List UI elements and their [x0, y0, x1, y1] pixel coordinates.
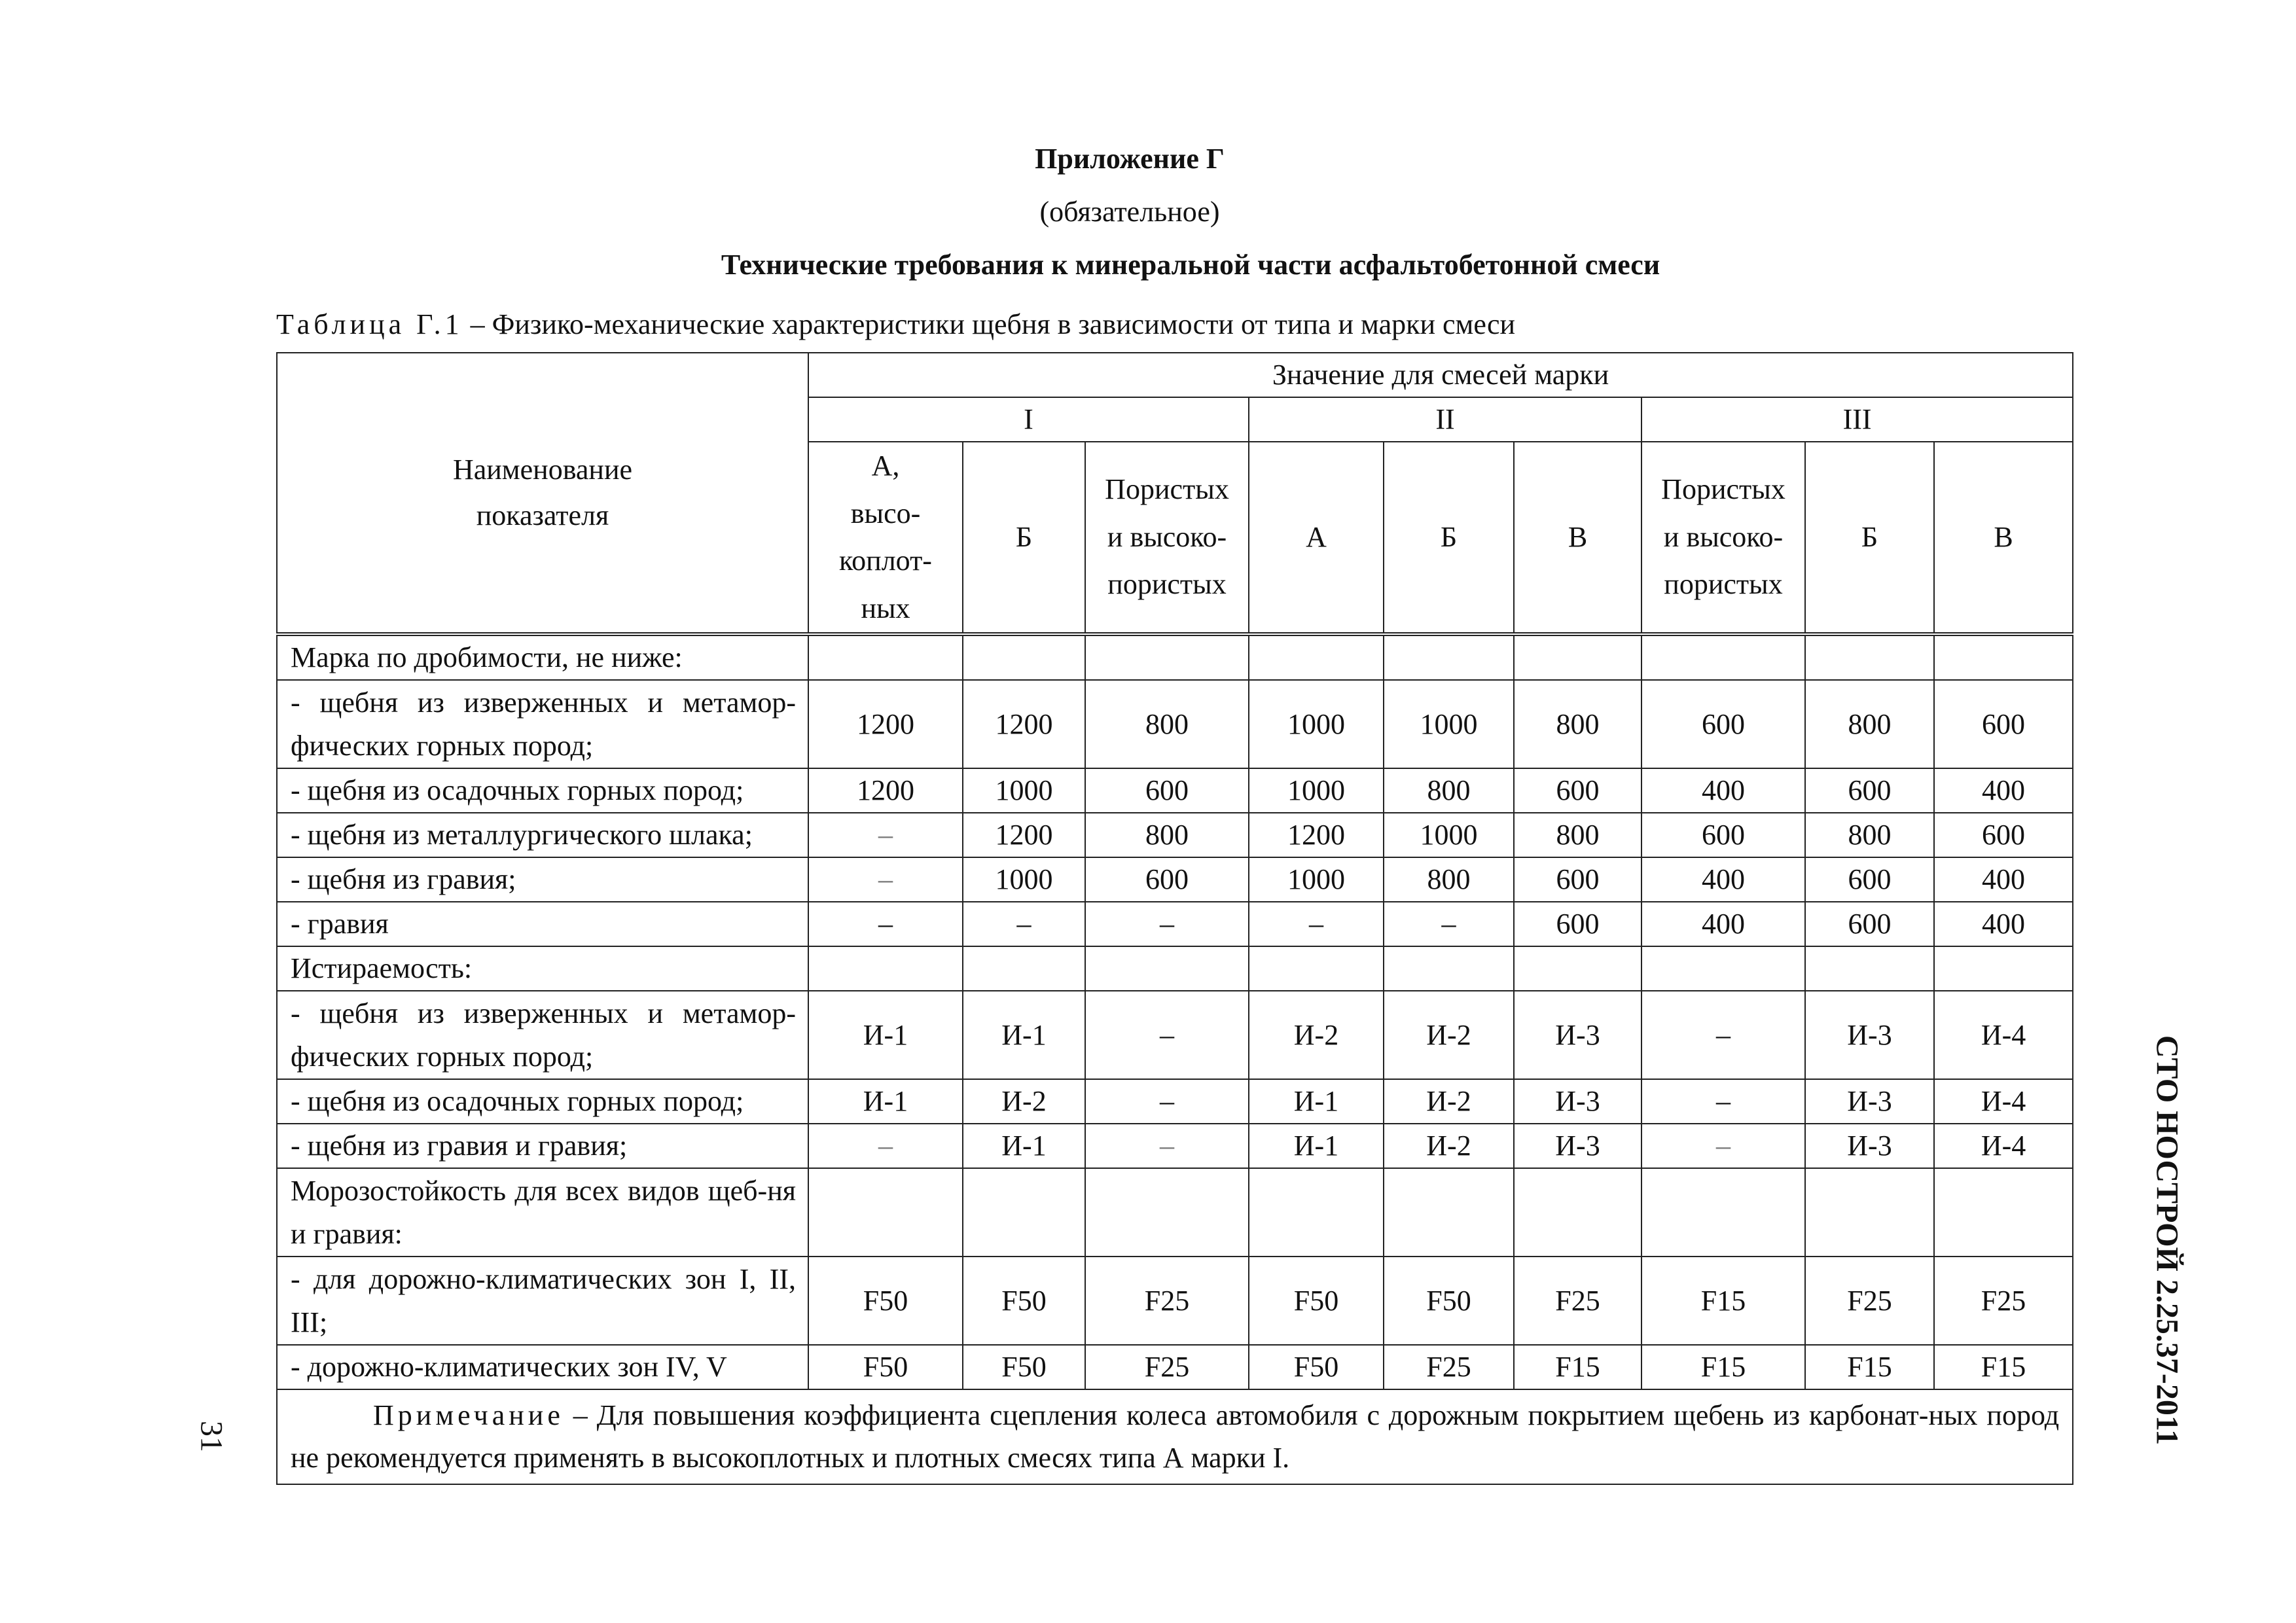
row-indicator-name: Истираемость: — [277, 946, 808, 991]
header-subcol — [1249, 442, 1384, 634]
header-subcol-label: А, высо-коплот-ных — [839, 450, 932, 624]
table-row — [277, 1079, 2073, 1124]
row-value-cell: И-2 — [1384, 991, 1514, 1079]
row-value-cell: F50 — [1249, 1345, 1384, 1389]
header-group-2: II — [1249, 397, 1641, 442]
header-values: Значение для смесей марки — [808, 353, 2073, 397]
row-value-cell: 400 — [1934, 857, 2073, 902]
row-indicator-name: - дорожно-климатических зон IV, V — [277, 1345, 808, 1389]
table-row — [277, 1168, 2073, 1257]
row-indicator-name: - щебня из изверженных и метамор-фических горных пород; — [277, 680, 808, 768]
row-value-cell: 400 — [1934, 768, 2073, 813]
header-subcol — [1514, 442, 1641, 634]
header-group-1: I — [808, 397, 1249, 442]
row-indicator-name: - для дорожно-климатических зон I, II, III; — [277, 1257, 808, 1345]
row-value-cell: И-1 — [808, 991, 963, 1079]
row-value-cell: И-1 — [1249, 1124, 1384, 1168]
row-value-cell — [1514, 634, 1641, 680]
row-value-cell: И-3 — [1514, 1079, 1641, 1124]
row-value-cell: И-2 — [963, 1079, 1085, 1124]
row-value-cell: F50 — [808, 1345, 963, 1389]
row-value-cell: F25 — [1085, 1345, 1249, 1389]
row-value-cell: F15 — [1641, 1345, 1805, 1389]
row-value-cell: F50 — [963, 1257, 1085, 1345]
row-value-cell: 800 — [1805, 680, 1934, 768]
document-code-text: СТО НОСТРОЙ 2.25.37-2011 — [2149, 1035, 2185, 1446]
row-value-cell: 800 — [1085, 813, 1249, 857]
row-value-cell: F15 — [1514, 1345, 1641, 1389]
note-row — [277, 1389, 2073, 1484]
row-value-cell: И-4 — [1934, 991, 2073, 1079]
row-indicator-name: Марка по дробимости, не ниже: — [277, 634, 808, 680]
row-value-cell: И-2 — [1249, 991, 1384, 1079]
header-subcol — [808, 442, 963, 634]
row-value-cell: И-2 — [1384, 1124, 1514, 1168]
row-value-cell: 1000 — [1249, 680, 1384, 768]
header-subcol — [1384, 442, 1514, 634]
table-caption-dash: – — [463, 308, 492, 340]
row-value-cell: – — [1085, 902, 1249, 946]
row-value-cell: 600 — [1085, 768, 1249, 813]
row-indicator-name: - щебня из осадочных горных пород; — [277, 768, 808, 813]
row-value-cell: – — [1249, 902, 1384, 946]
row-value-cell: 600 — [1805, 902, 1934, 946]
row-value-cell: 1200 — [808, 680, 963, 768]
row-value-cell: 1200 — [1249, 813, 1384, 857]
note-text: – Для повышения коэффициента сцепления колеса автомобиля с дорожным покрытием щебень из карбонат-ных пород не рекомендуется применять в высокоплотных и плотных смесях типа А марки I. — [291, 1399, 2060, 1474]
row-value-cell: И-4 — [1934, 1079, 2073, 1124]
row-value-cell — [1249, 946, 1384, 991]
characteristics-table — [276, 352, 2073, 1485]
row-value-cell: F15 — [1805, 1345, 1934, 1389]
row-value-cell — [963, 634, 1085, 680]
table-row — [277, 857, 2073, 902]
header-subcol-label: Пористых и высоко-пористых — [1105, 473, 1229, 601]
header-subcol — [1805, 442, 1934, 634]
header-subcol-label: Б — [1015, 520, 1033, 553]
header-subcol-label: Б — [1440, 520, 1458, 553]
row-indicator-name: - щебня из металлургического шлака; — [277, 813, 808, 857]
row-value-cell: 600 — [1641, 680, 1805, 768]
row-indicator-name: - щебня из гравия и гравия; — [277, 1124, 808, 1168]
row-value-cell — [963, 946, 1085, 991]
row-value-cell: 400 — [1934, 902, 2073, 946]
header-subcol-label: Пористых и высоко-пористых — [1661, 473, 1785, 601]
row-indicator-name: - щебня из изверженных и метамор-фических горных пород; — [277, 991, 808, 1079]
row-value-cell: И-3 — [1514, 1124, 1641, 1168]
row-value-cell: 1000 — [1249, 857, 1384, 902]
row-value-cell: 400 — [1641, 768, 1805, 813]
row-value-cell — [808, 1168, 963, 1257]
row-value-cell — [963, 1168, 1085, 1257]
row-value-cell — [808, 634, 963, 680]
document-code — [2135, 1035, 2199, 1446]
table-caption — [276, 310, 1515, 339]
row-value-cell: 600 — [1085, 857, 1249, 902]
row-value-cell: F50 — [808, 1257, 963, 1345]
header-subcol — [963, 442, 1085, 634]
row-value-cell: И-3 — [1805, 1124, 1934, 1168]
header-subcol-label: А — [1306, 520, 1327, 553]
row-value-cell: 600 — [1514, 768, 1641, 813]
row-indicator-name: - щебня из осадочных горных пород; — [277, 1079, 808, 1124]
table-caption-text: Физико-механические характеристики щебня в зависимости от типа и марки смеси — [492, 308, 1516, 340]
row-value-cell: – — [963, 902, 1085, 946]
row-value-cell: 800 — [1384, 768, 1514, 813]
header-subcol-label: Б — [1861, 520, 1878, 553]
row-value-cell: И-3 — [1514, 991, 1641, 1079]
header-subcol-label: В — [1994, 520, 2013, 553]
row-value-cell: F50 — [963, 1345, 1085, 1389]
row-value-cell: 800 — [1514, 813, 1641, 857]
row-value-cell: – — [808, 1124, 963, 1168]
row-value-cell — [1805, 946, 1934, 991]
row-value-cell: – — [1641, 991, 1805, 1079]
row-value-cell: 400 — [1641, 857, 1805, 902]
row-value-cell: 1000 — [1249, 768, 1384, 813]
row-value-cell — [1934, 946, 2073, 991]
row-value-cell: 600 — [1514, 857, 1641, 902]
header-subcol-label: В — [1568, 520, 1588, 553]
row-value-cell — [1641, 634, 1805, 680]
row-indicator-name: - гравия — [277, 902, 808, 946]
row-value-cell — [1085, 946, 1249, 991]
table-row — [277, 634, 2073, 680]
row-value-cell: F50 — [1384, 1257, 1514, 1345]
table-row — [277, 813, 2073, 857]
row-value-cell: 1000 — [1384, 813, 1514, 857]
row-value-cell: 1000 — [1384, 680, 1514, 768]
row-value-cell: 1200 — [963, 813, 1085, 857]
row-value-cell — [1249, 634, 1384, 680]
row-value-cell — [1514, 1168, 1641, 1257]
row-value-cell: F25 — [1805, 1257, 1934, 1345]
row-value-cell: 800 — [1805, 813, 1934, 857]
row-value-cell: – — [1085, 991, 1249, 1079]
note-label: Примечание — [373, 1399, 564, 1432]
row-value-cell: 1200 — [808, 768, 963, 813]
table-caption-label: Таблица Г.1 — [276, 308, 463, 340]
row-value-cell: 1000 — [963, 768, 1085, 813]
row-value-cell: – — [1085, 1124, 1249, 1168]
table-row — [277, 946, 2073, 991]
section-title: Технические требования к минеральной части асфальтобетонной смеси — [721, 249, 1660, 281]
row-value-cell: – — [808, 813, 963, 857]
appendix-title: Приложение Г — [1035, 143, 1225, 175]
row-value-cell: F15 — [1641, 1257, 1805, 1345]
row-value-cell — [1934, 1168, 2073, 1257]
row-value-cell: – — [1085, 1079, 1249, 1124]
page-number-text: 31 — [194, 1421, 229, 1452]
row-value-cell: 1000 — [963, 857, 1085, 902]
header-indicator-name-text: Наименование показателя — [452, 453, 633, 532]
row-value-cell — [1249, 1168, 1384, 1257]
row-value-cell — [1805, 634, 1934, 680]
row-value-cell: F50 — [1249, 1257, 1384, 1345]
table-row — [277, 902, 2073, 946]
row-value-cell — [1934, 634, 2073, 680]
row-value-cell: 800 — [1384, 857, 1514, 902]
row-value-cell: 800 — [1085, 680, 1249, 768]
row-value-cell: 1200 — [963, 680, 1085, 768]
row-value-cell — [1641, 1168, 1805, 1257]
row-value-cell — [1085, 1168, 1249, 1257]
row-value-cell: F25 — [1934, 1257, 2073, 1345]
row-value-cell — [1384, 946, 1514, 991]
row-value-cell — [1514, 946, 1641, 991]
row-value-cell: И-1 — [963, 1124, 1085, 1168]
header-subcol — [1085, 442, 1249, 634]
row-indicator-name: Морозостойкость для всех видов щеб-ня и гравия: — [277, 1168, 808, 1257]
table-row — [277, 1124, 2073, 1168]
table-row — [277, 680, 2073, 768]
row-value-cell: – — [808, 857, 963, 902]
row-value-cell — [808, 946, 963, 991]
header-subcol — [1641, 442, 1805, 634]
row-value-cell: F15 — [1934, 1345, 2073, 1389]
row-value-cell — [1805, 1168, 1934, 1257]
row-value-cell — [1085, 634, 1249, 680]
row-value-cell: 600 — [1514, 902, 1641, 946]
row-value-cell: – — [808, 902, 963, 946]
table-row — [277, 768, 2073, 813]
row-value-cell — [1384, 1168, 1514, 1257]
row-value-cell — [1641, 946, 1805, 991]
row-value-cell: 600 — [1934, 680, 2073, 768]
header-subcol — [1934, 442, 2073, 634]
row-value-cell: И-1 — [963, 991, 1085, 1079]
header-group-3: III — [1641, 397, 2073, 442]
table-row — [277, 1345, 2073, 1389]
row-value-cell: F25 — [1384, 1345, 1514, 1389]
row-value-cell: – — [1641, 1079, 1805, 1124]
row-value-cell: 600 — [1934, 813, 2073, 857]
row-value-cell: И-1 — [1249, 1079, 1384, 1124]
row-value-cell: И-2 — [1384, 1079, 1514, 1124]
row-value-cell: 800 — [1514, 680, 1641, 768]
row-value-cell: 600 — [1805, 857, 1934, 902]
row-value-cell: И-3 — [1805, 1079, 1934, 1124]
row-value-cell: F25 — [1085, 1257, 1249, 1345]
table-note — [277, 1389, 2073, 1484]
appendix-subtitle: (обязательное) — [1039, 196, 1220, 228]
row-value-cell: 600 — [1805, 768, 1934, 813]
row-value-cell — [1384, 634, 1514, 680]
row-value-cell: – — [1641, 1124, 1805, 1168]
row-value-cell: И-4 — [1934, 1124, 2073, 1168]
row-indicator-name: - щебня из гравия; — [277, 857, 808, 902]
table-row — [277, 991, 2073, 1079]
row-value-cell: 400 — [1641, 902, 1805, 946]
row-value-cell: И-1 — [808, 1079, 963, 1124]
row-value-cell: И-3 — [1805, 991, 1934, 1079]
row-value-cell: – — [1384, 902, 1514, 946]
row-value-cell: 600 — [1641, 813, 1805, 857]
header-indicator-name — [277, 353, 808, 634]
table-row — [277, 1257, 2073, 1345]
row-value-cell: F25 — [1514, 1257, 1641, 1345]
page-number — [188, 1407, 234, 1466]
